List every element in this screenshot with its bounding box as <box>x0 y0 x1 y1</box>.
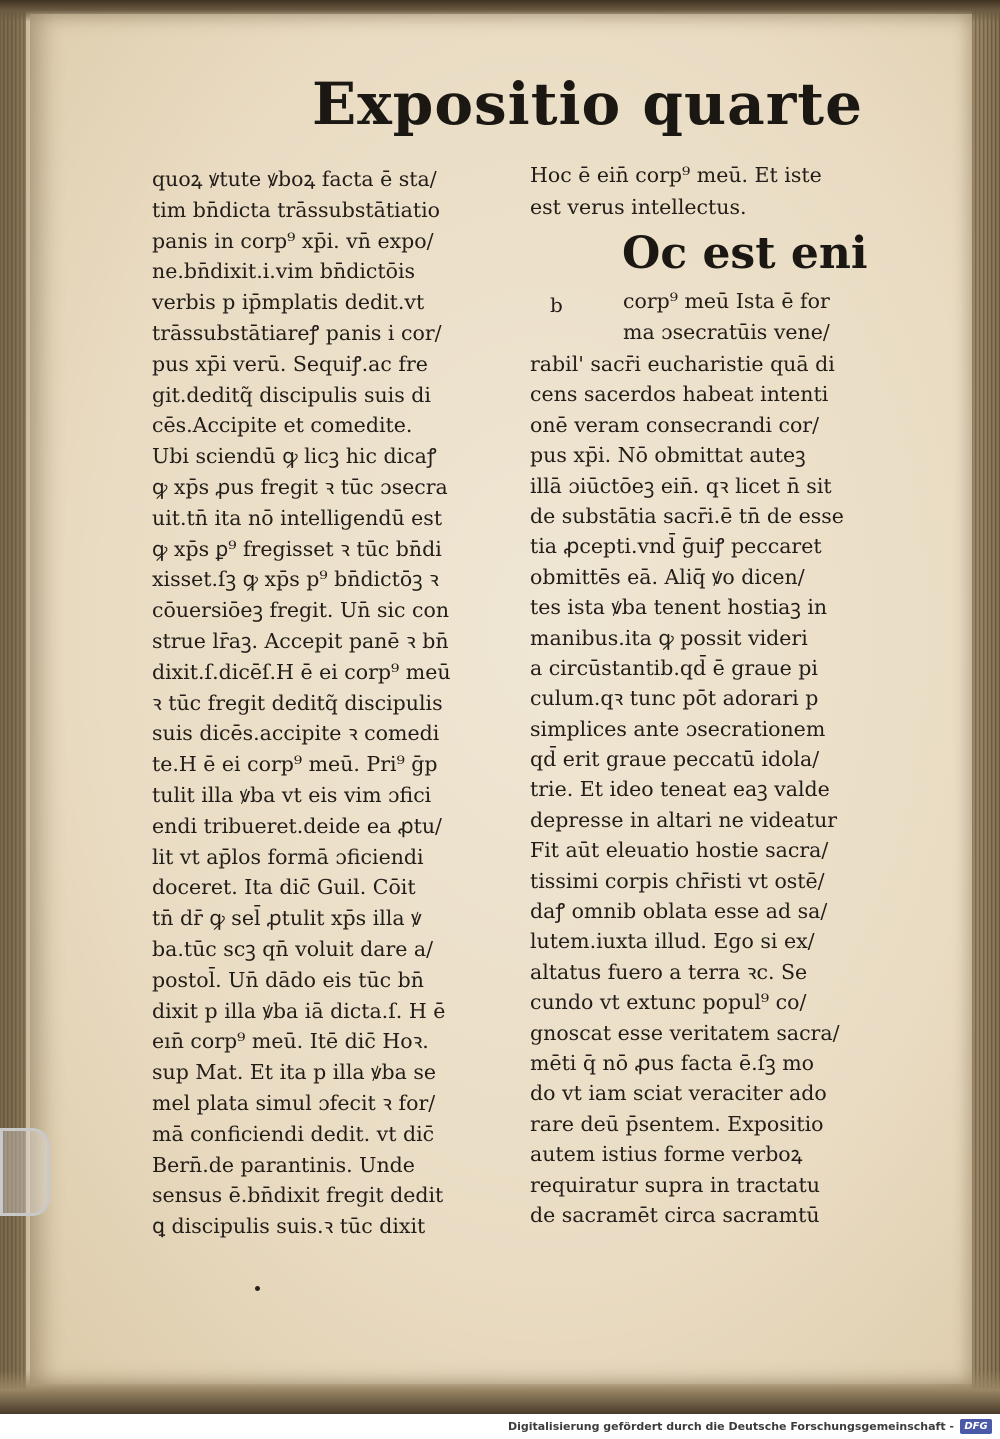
text-line: mēti q̄ nō ꝓus facta ē.ſꝫ mo <box>530 1050 814 1075</box>
text-line: trie. Et ideo teneat eaꝫ valde <box>530 777 830 802</box>
text-line: manibus.ita ꝙ possit videri <box>530 625 808 650</box>
dfg-logo-icon: DFG <box>960 1419 992 1434</box>
text-line: xisset.ſꝫ ꝙ xp̄s p⁹ bn̄dictōꝫ ꝛ <box>152 567 439 592</box>
text-line: dixit p illa ꝟba iā dicta.ſ. H ē <box>152 998 446 1023</box>
text-line: obmittēs eā. Aliq̄ ꝟo dicen/ <box>530 564 805 589</box>
text-line: Hoc ē ein̄ corp⁹ meū. Et iste <box>530 163 822 187</box>
book-edge-right <box>972 0 1000 1414</box>
text-line: Bern̄.de parantinis. Unde <box>152 1152 415 1177</box>
text-line: te.H ē ei corp⁹ meū. Pri⁹ ḡp <box>152 752 438 777</box>
text-line: corp⁹ meū Ista ē for <box>623 289 830 313</box>
text-line: Fit aūt eleuatio hostie sacra/ <box>530 838 829 863</box>
text-line: ꝗ discipulis suis.ꝛ tūc dixit <box>152 1214 426 1239</box>
text-line: postol̄. Un̄ dādo eis tūc bn̄ <box>152 967 424 992</box>
text-line: pus xp̄i. Nō obmittat auteꝫ <box>530 443 806 468</box>
text-line: ꝙ xp̄s ꝓus fregit ꝛ tūc ɔsecra <box>152 474 448 499</box>
text-line: rabil' sacr̄i eucharistie quā di <box>530 352 835 376</box>
text-line: culum.qꝛ tunc pōt adorari p <box>530 686 819 711</box>
text-line: lutem.iuxta illud. Ego si ex/ <box>530 929 815 954</box>
text-line: suis dicēs.accipite ꝛ comedi <box>152 721 440 746</box>
text-line: altatus fuero a terra ꝛc. Se <box>530 959 808 984</box>
text-line: Ubi sciendū ꝙ licꝫ hic dicaꝭ <box>152 444 437 469</box>
text-line: git.deditq̃ discipulis suis di <box>152 382 431 407</box>
text-line: cundo vt extunc popul⁹ co/ <box>530 990 807 1015</box>
guide-letter: b <box>550 293 563 317</box>
text-line: pus xp̄i verū. Sequiꝭ.ac fre <box>152 351 428 376</box>
text-line: rare deū p̄sentem. Expositio <box>530 1111 824 1136</box>
text-line: panis in corp⁹ xp̄i. vn̄ expo/ <box>152 228 434 253</box>
text-line: tissimi corpis chr̄isti vt ostē/ <box>530 868 825 893</box>
text-line: doceret. Ita dic̄ Guil. Cōit <box>152 875 416 900</box>
text-line: tn̄ dr̄ ꝙ sel̄ ꝓtulit xp̄s illa ꝟ <box>152 906 422 931</box>
text-line: verbis p ip̄mplatis dedit.vt <box>152 290 425 315</box>
book-clip <box>0 1128 50 1216</box>
text-line: tia ꝓcepti.vnd̄ ḡuiꝭ peccaret <box>530 534 822 559</box>
footer-credit: Digitalisierung gefördert durch die Deutsche Forschungsgemeinschaft - <box>507 1420 954 1433</box>
text-line: sensus ē.bn̄dixit fregit dedit <box>152 1183 444 1208</box>
text-line: ba.tūc scꝫ qn̄ voluit dare a/ <box>152 936 434 961</box>
text-line: tulit illa ꝟba vt eis vim ɔfici <box>152 782 432 807</box>
footer-bar <box>0 1414 1000 1439</box>
text-line: lit vt ap̄los formā ɔficiendi <box>152 844 424 869</box>
ink-dot <box>255 1286 260 1291</box>
text-line: mel plata simul ɔfecit ꝛ for/ <box>152 1090 436 1115</box>
text-line: trāssubstātiareꝭ panis i cor/ <box>152 320 442 345</box>
text-line: ꝙ xp̄s ꝑ⁹ fregisset ꝛ tūc bn̄di <box>152 536 442 561</box>
text-line: cōuersiōeꝫ fregit. Un̄ sic con <box>152 598 450 623</box>
text-line: daꝭ omnib oblata esse ad sa/ <box>530 899 828 924</box>
text-line: de sacramēt circa sacramtū <box>530 1202 820 1227</box>
text-line: ꝛ tūc fregit deditq̃ discipulis <box>152 690 443 715</box>
text-line: illā ɔiūctōeꝫ ein̄. qꝛ licet n̄ sit <box>530 473 832 498</box>
right-indented-text <box>623 286 878 347</box>
text-line: tes ista ꝟba tenent hostiaꝫ in <box>530 595 828 620</box>
text-line: est verus intellectus. <box>530 195 747 219</box>
text-line: depresse in altari ne videatur <box>530 807 838 832</box>
text-line: eın̄ corp⁹ meū. Itē dic̄ Hoꝛ. <box>152 1029 429 1054</box>
right-top-text <box>530 159 875 223</box>
text-line: endi tribueret.deide ea ꝓtu/ <box>152 813 442 838</box>
text-line: uit.tn̄ ita nō intelligendū est <box>152 505 443 530</box>
text-line: tim bn̄dicta trāssubstātiatio <box>152 197 440 222</box>
text-line: strue lr̄aꝫ. Accepit panē ꝛ bn̄ <box>152 628 449 653</box>
text-line: cens sacerdos habeat intenti <box>530 382 829 407</box>
left-text-column <box>152 164 512 1242</box>
text-line: sup Mat. Et ita p illa ꝟba se <box>152 1060 436 1085</box>
text-line: autem istius forme verboꝝ <box>530 1142 803 1167</box>
text-line: dixit.ſ.dicēſ.H ē ei corp⁹ meū <box>152 659 451 684</box>
right-text-column <box>530 349 880 1230</box>
text-line: mā conficiendi dedit. vt dic̄ <box>152 1121 435 1146</box>
text-line: onē veram consecrandi cor/ <box>530 412 819 437</box>
text-line: simplices ante ɔsecrationem <box>530 716 826 741</box>
text-line: gnoscat esse veritatem sacra/ <box>530 1020 840 1045</box>
text-line: ma ɔsecratūis vene/ <box>623 319 830 344</box>
text-line: qd̄ erit graue peccatū idola/ <box>530 747 820 772</box>
text-line: cēs.Accipite et comedite. <box>152 413 413 438</box>
page-heading: Expositio quarte <box>312 70 863 138</box>
text-line: a circūstantib.qd̄ ē graue pi <box>530 655 818 680</box>
text-line: de substātia sacr̄i.ē tn̄ de esse <box>530 503 844 528</box>
text-line: do vt iam sciat veraciter ado <box>530 1081 827 1106</box>
text-line: quoꝝ ꝟtute ꝟboꝝ facta ē sta/ <box>152 167 437 191</box>
text-line: requiratur supra in tractatu <box>530 1172 820 1197</box>
text-line: ne.bn̄dixit.i.vim bn̄dictōis <box>152 259 416 284</box>
initial-capital-line: Oc est eni <box>622 228 868 279</box>
